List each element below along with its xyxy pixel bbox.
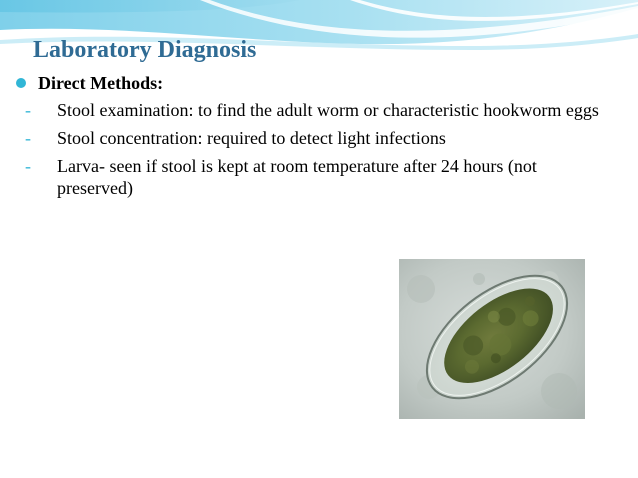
list-item-text: Stool concentration: required to detect light infections — [57, 128, 446, 148]
bullet-dot-icon — [16, 78, 26, 88]
slide-content — [8, 72, 608, 205]
list-item — [8, 99, 608, 121]
bullet-direct-methods — [8, 72, 608, 94]
list-item-text: Stool examination: to find the adult worm or characteristic hookworm eggs — [57, 100, 599, 120]
list-item — [8, 127, 608, 149]
list-item-text: Larva- seen if stool is kept at room temperature after 24 hours (not preserved) — [57, 156, 537, 198]
slide-title: Laboratory Diagnosis — [33, 37, 257, 63]
dash-marker: - — [25, 100, 31, 120]
dash-marker: - — [25, 156, 31, 176]
dash-marker: - — [25, 128, 31, 148]
hookworm-egg-micrograph-icon — [399, 259, 585, 419]
hookworm-egg-micrograph — [399, 259, 585, 419]
bullet-heading: Direct Methods: — [38, 73, 164, 93]
method-list — [8, 99, 608, 199]
list-item — [8, 155, 608, 199]
